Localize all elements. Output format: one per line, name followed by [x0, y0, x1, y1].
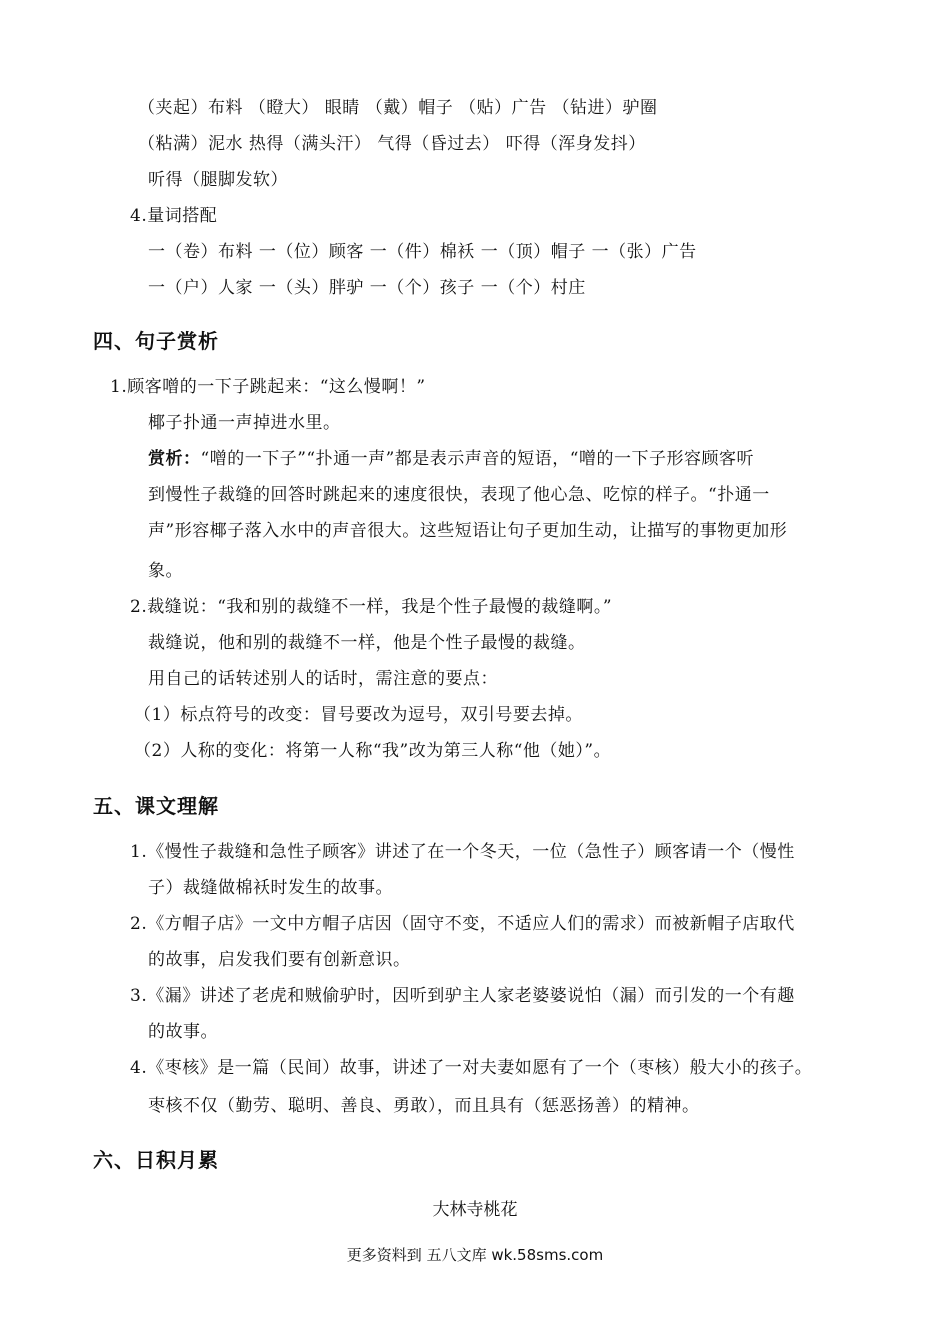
sentence-1b: 椰子扑通一声掉进水里。 — [148, 413, 341, 433]
appreciation-label: 赏析： — [148, 449, 201, 469]
point-2: （2）人称的变化：将第一人称“我”改为第三人称“他（她）”。 — [134, 741, 612, 761]
understanding-3b: 的故事。 — [148, 1022, 218, 1042]
poem-title: 大林寺桃花 — [432, 1200, 518, 1220]
vocab-line-3: 听得（腿脚发软） — [148, 170, 288, 190]
appreciation-text-1: “噌的一下子”“扑通一声”都是表示声音的短语，“噌的一下子形容顾客听 — [200, 449, 754, 469]
point-1: （1）标点符号的改变：冒号要改为逗号，双引号要去掉。 — [134, 705, 583, 725]
understanding-3a: 3.《漏》讲述了老虎和贼偷驴时，因听到驴主人家老婆婆说怕（漏）而引发的一个有趣 — [130, 986, 795, 1006]
understanding-2a: 2.《方帽子店》一文中方帽子店因（固守不变，不适应人们的需求）而被新帽子店取代 — [130, 914, 795, 934]
understanding-4b: 枣核不仅（勤劳、聪明、善良、勇敢），而且具有（惩恶扬善）的精神。 — [148, 1096, 700, 1116]
understanding-1b: 子）裁缝做棉袄时发生的故事。 — [148, 878, 393, 898]
section-heading-sentence-appreciation: 四、句子赏析 — [93, 329, 219, 353]
appreciation-line-1 — [148, 448, 754, 470]
vocab-line-2: （粘满）泥水 热得（满头汗） 气得（昏过去） 吓得（浑身发抖） — [138, 134, 646, 154]
sentence-2: 2.裁缝说：“我和别的裁缝不一样，我是个性子最慢的裁缝啊。” — [130, 597, 613, 617]
section-heading-text-understanding: 五、课文理解 — [93, 794, 219, 818]
appreciation-line-4: 象。 — [148, 561, 183, 581]
measure-words-title: 4.量词搭配 — [130, 206, 218, 226]
measure-words-line-2: 一（户）人家 一（头）胖驴 一（个）孩子 一（个）村庄 — [148, 278, 586, 298]
sentence-2c: 用自己的话转述别人的话时，需注意的要点： — [148, 669, 498, 689]
footer-link[interactable]: 更多资料到 五八文库 wk.58sms.com — [346, 1246, 604, 1264]
appreciation-line-2: 到慢性子裁缝的回答时跳起来的速度很快，表现了他心急、吃惊的样子。“扑通一 — [148, 485, 770, 505]
understanding-1a: 1.《慢性子裁缝和急性子顾客》讲述了在一个冬天，一位（急性子）顾客请一个（慢性 — [130, 842, 795, 862]
sentence-2b: 裁缝说，他和别的裁缝不一样，他是个性子最慢的裁缝。 — [148, 633, 586, 653]
vocab-line-1: （夹起）布料 （瞪大） 眼睛 （戴）帽子 （贴）广告 （钻进）驴圈 — [138, 98, 658, 118]
section-heading-daily-accumulation: 六、日积月累 — [93, 1148, 219, 1172]
measure-words-line-1: 一（卷）布料 一（位）顾客 一（件）棉袄 一（顶）帽子 一（张）广告 — [148, 242, 697, 262]
understanding-4a: 4.《枣核》是一篇（民间）故事，讲述了一对夫妻如愿有了一个（枣核）般大小的孩子。 — [130, 1058, 813, 1078]
appreciation-line-3: 声”形容椰子落入水中的声音很大。这些短语让句子更加生动，让描写的事物更加形 — [148, 521, 788, 541]
understanding-2b: 的故事，启发我们要有创新意识。 — [148, 950, 411, 970]
sentence-1: 1.顾客噌的一下子跳起来：“这么慢啊！” — [110, 377, 426, 397]
